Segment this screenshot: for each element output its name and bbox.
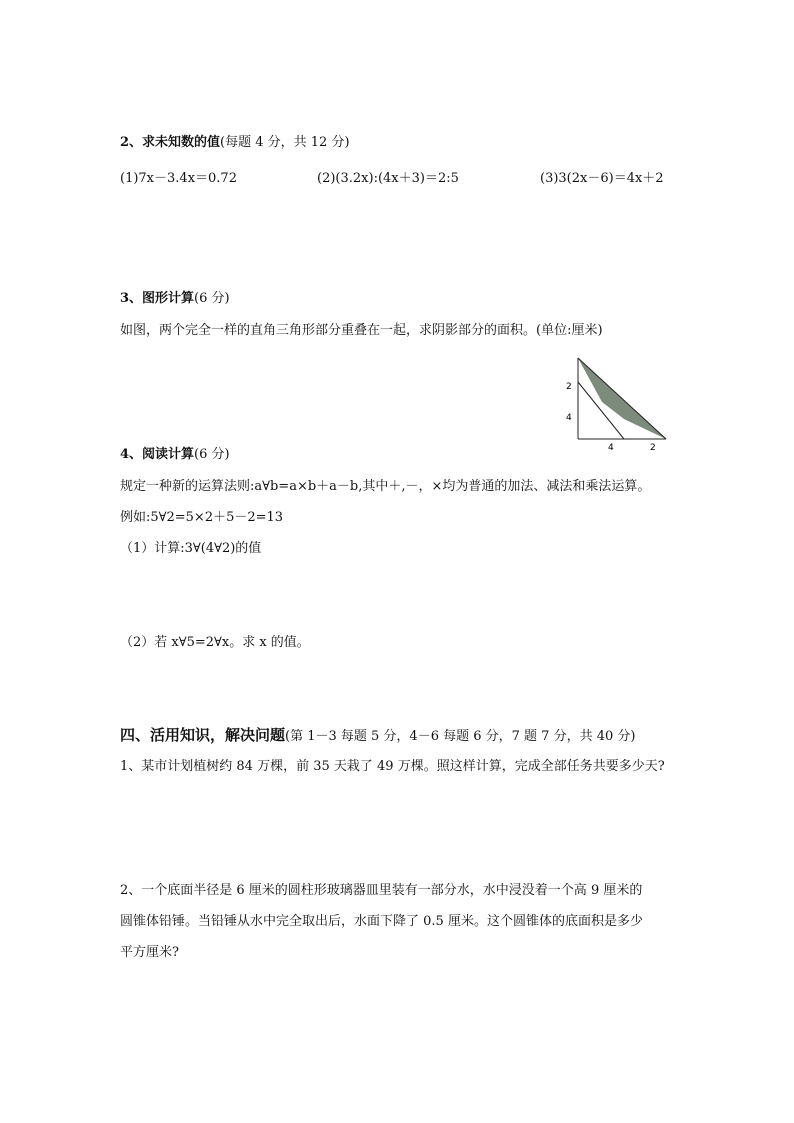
label-bottom-left: 4 [608,443,614,452]
q2-heading: 2、求未知数的值 [120,135,221,150]
q3-title [120,290,230,308]
label-left-bottom: 4 [566,413,572,423]
q4-rule: 规定一种新的运算法则:a∀b=a×b＋a－b,其中＋,－，×均为普通的加法、减法和乘法运算。 [120,479,651,494]
q2-title [120,134,350,152]
q4-heading: 4、阅读计算 [120,447,195,462]
section4-problem-1: 1、某市计划植树约 84 万棵，前 35 天栽了 49 万棵。照这样计算，完成全部任务共要多少天? [120,759,665,774]
label-left-top: 2 [566,382,572,392]
section4-problem-2-line-3: 平方厘米? [120,945,179,960]
q4-part1: （1）计算:3∀(4∀2)的值 [120,541,262,556]
q3-text: 如图，两个完全一样的直角三角形部分重叠在一起，求阴影部分的面积。(单位:厘米) [120,323,603,338]
q4-title [120,446,230,464]
q4-part2: （2）若 x∀5=2∀x。求 x 的值。 [120,635,310,650]
q2-equation-3: (3)3(2x－6)＝4x＋2 [540,171,664,186]
q4-note: (6 分) [194,447,230,462]
section4-heading: 四、活用知识，解决问题 [120,726,286,744]
label-bottom-right: 2 [650,443,656,452]
q3-heading: 3、图形计算 [120,291,195,306]
q2-note: (每题 4 分，共 12 分) [220,135,350,150]
section4-problem-2-line-1: 2、一个底面半径是 6 厘米的圆柱形玻璃器皿里装有一部分水，水中浸没着一个高 9 厘米的 [120,883,643,898]
q4-example: 例如:5∀2=5×2＋5－2=13 [120,510,284,525]
q3-note: (6 分) [194,291,230,306]
section4-note: (第 1－3 每题 5 分，4－6 每题 6 分，7 题 7 分，共 40 分) [285,729,636,744]
section4-title [120,726,635,746]
section4-problem-2-line-2: 圆锥体铅锤。当铅锤从水中完全取出后，水面下降了 0.5 厘米。这个圆锥体的底面积是多少 [120,914,643,929]
q2-equation-2: (2)(3.2x):(4x＋3)＝2:5 [317,171,459,186]
overlapping-triangles-figure [560,352,672,452]
q2-equation-1: (1)7x－3.4x＝0.72 [120,171,237,186]
